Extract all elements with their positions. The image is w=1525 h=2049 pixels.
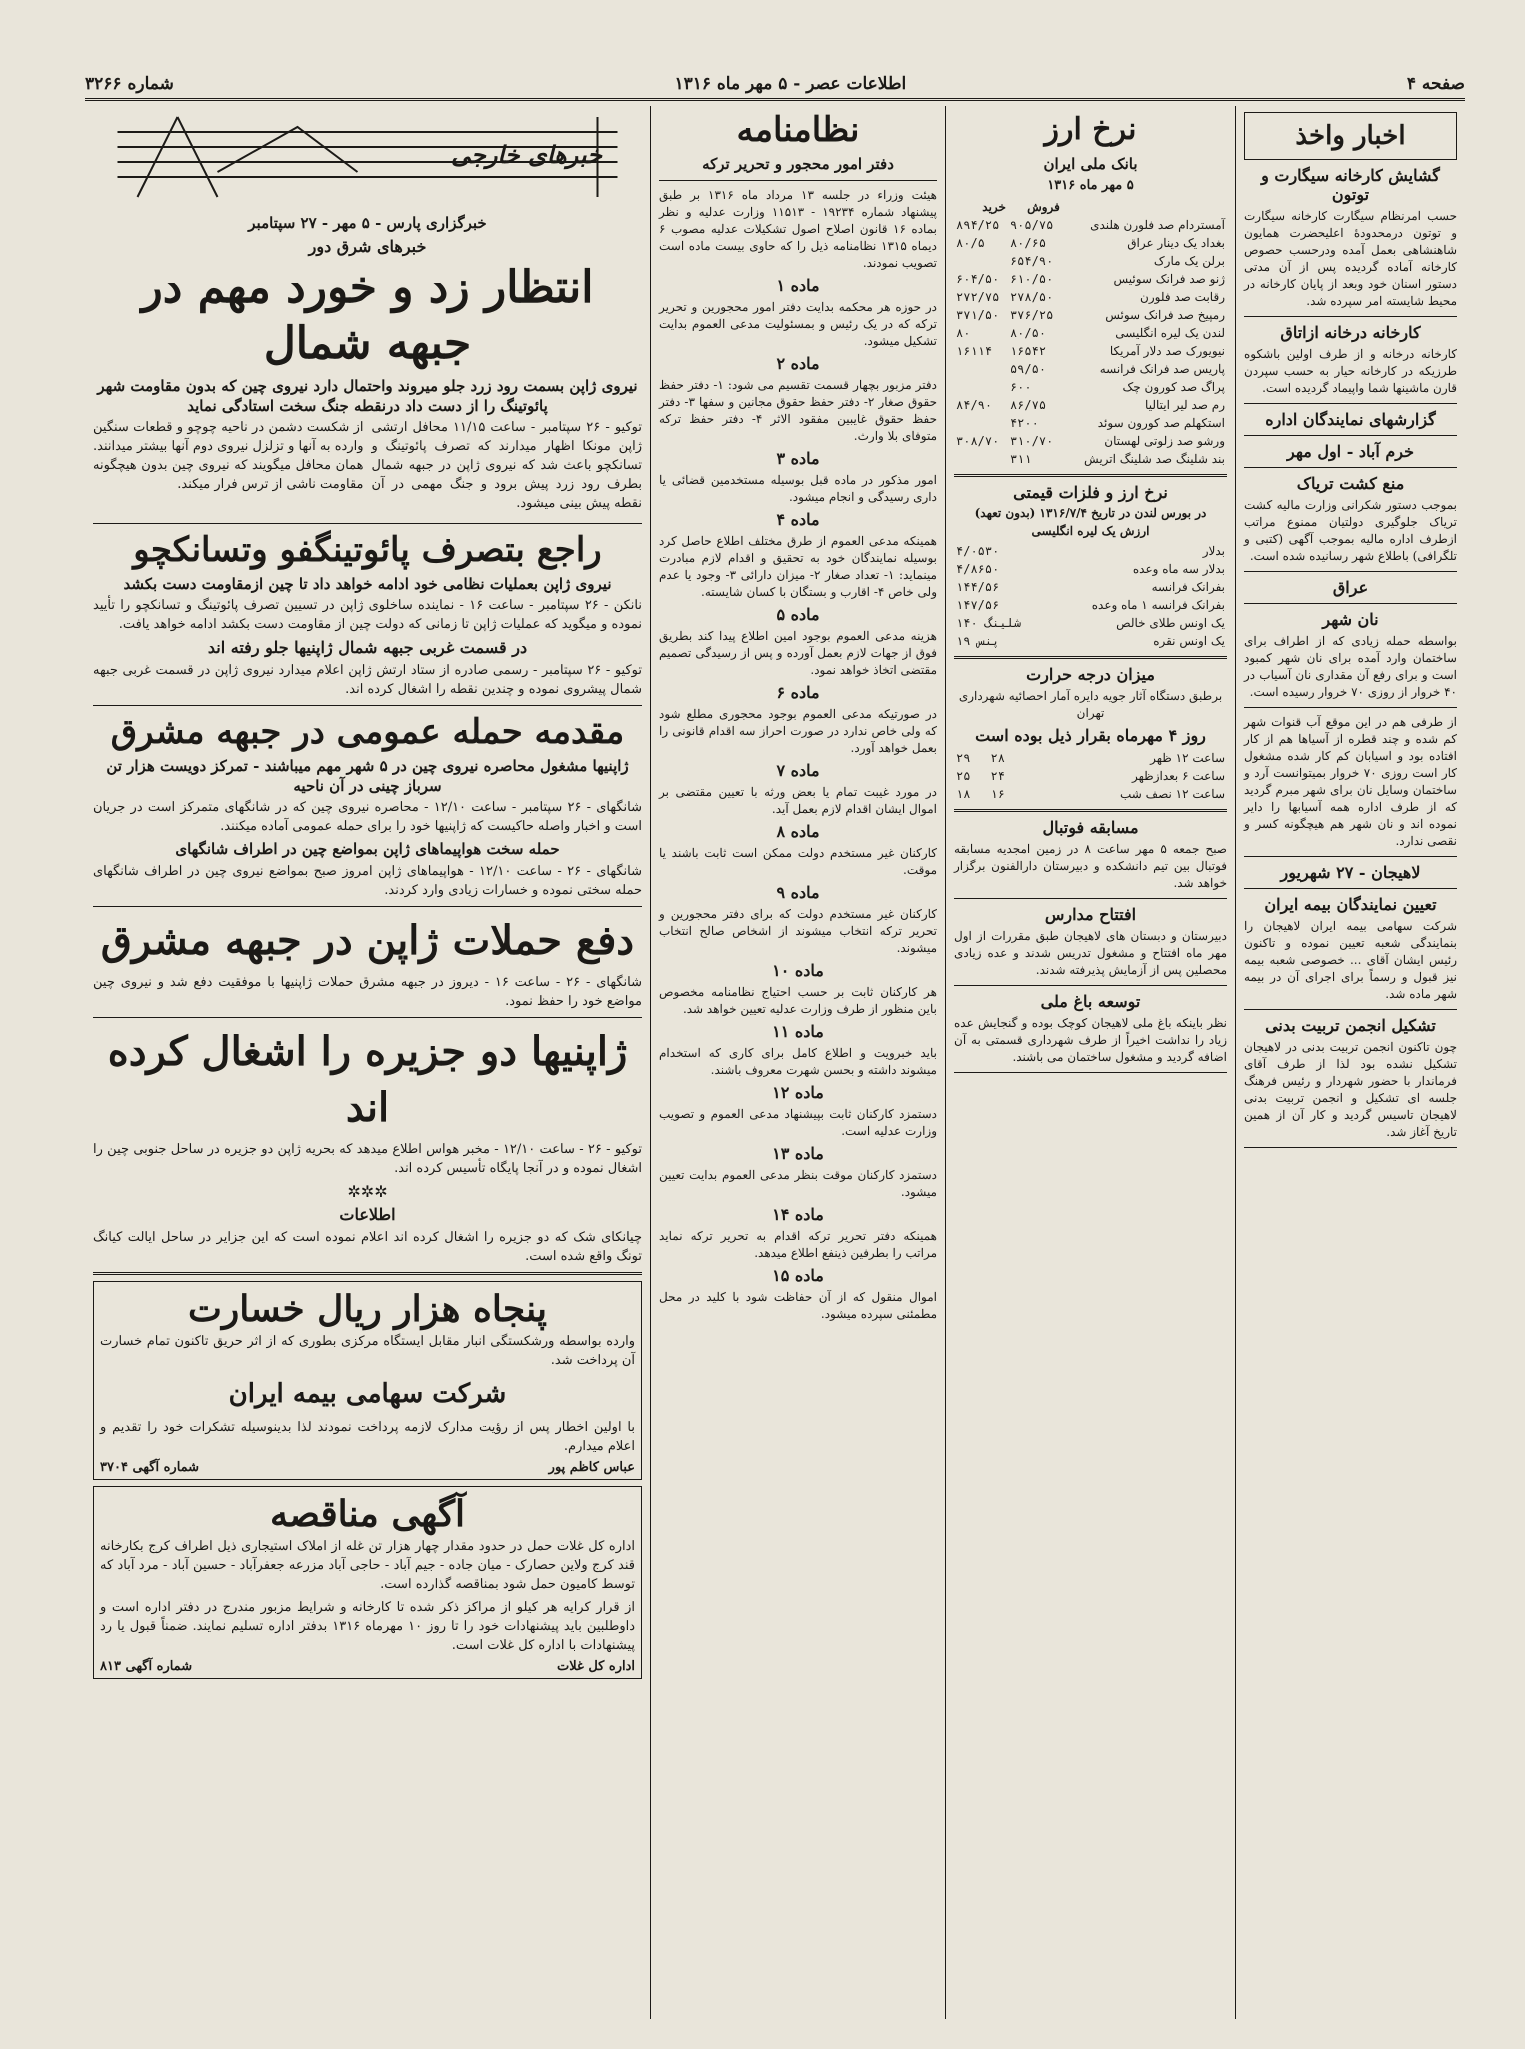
regulation-articles (659, 276, 937, 1323)
gold-name: یک اونس طلای خالص (1116, 616, 1225, 630)
story-west-front: توکیو - ۲۶ سپتامبر - رسمی صادره از ستاد ارتش ژاپن اعلام میدارد نیروی ژاپن در قسمت غربی جبهه شمال پیشروی نموده و چندین نقطه را اشغال کرده اند. (93, 663, 642, 697)
local-news-list (1244, 166, 1457, 1148)
temp-row (954, 767, 1227, 785)
temp-row (954, 749, 1227, 767)
article-body: کارکنان غیر مستخدم دولت ممکن است ثابت باشند یا موقت. (659, 846, 937, 877)
rate-name: ژنو صد فرانک سوئیس (1113, 272, 1225, 286)
rate-row (954, 360, 1227, 378)
story-north-b: از شکست دشمن در ناحیه چوچو و قطعات سنگین وارده به آنها و تزلزل نیروی دوم آنها بیشتر میدانند. همان محافل میگویند که نیروی چین بدون هیچگونه مقاومت ناشی از ترس فرار میکند. (93, 420, 364, 492)
local-news-title: نان شهر (1322, 610, 1379, 629)
column-local-news (1235, 106, 1465, 2019)
rate-name: رم صد لیر ایتالیا (1145, 398, 1225, 412)
article-body: همینکه دفتر تحریر ترکه اقدام به تحریر ترکه نماید مراتب را بطرفین ذینفع اطلاع میدهد. (659, 1229, 937, 1260)
rate-name: لندن یک لیره انگلیسی (1115, 326, 1225, 340)
divider (954, 985, 1227, 986)
divider (1244, 467, 1457, 468)
rate-name: ورشو صد زلوتی لهستان (1104, 434, 1225, 448)
article-number: ماده ۱۱ (772, 1022, 824, 1041)
head-buy: خرید (982, 200, 1006, 214)
rate-buy (954, 252, 1008, 270)
story-north-a: توکیو - ۲۶ سپتامبر - ساعت ۱۱/۱۵ محافل ارتشی ژاپن مونکا اظهار میدارند که تصرف پائوتینگ و تسانکچو باعث شد که نیروی ژاپن در جبهه شمال بطرف رود زرد پیش برود و جنگ مهمی در آن نقطه پیش بینی میشود. (371, 420, 642, 511)
temp-row (954, 785, 1227, 803)
gold-name: بفرانک فرانسه ۱ ماه وعده (1091, 598, 1225, 612)
article-number: ماده ۳ (776, 449, 820, 468)
story-repel: شانگهای - ۲۶ - ساعت ۱۶ - دیروز در جبهه مشرق حملات ژاپنیها با موفقیت دفع شد و نیروی چین مواضع خود را حفظ نمود. (93, 975, 643, 1009)
article-number: ماده ۹ (776, 883, 820, 902)
divider (1244, 888, 1457, 889)
rate-name: بند شلینگ صد شلینگ اتریش (1084, 452, 1225, 466)
gold-row (954, 596, 1227, 614)
gold-val: ۱۹ پنس (956, 634, 1000, 648)
gold-head: ارزش یک لیره انگلیسی (1031, 524, 1150, 538)
rate-buy: ۸۴/۹۰ (956, 398, 993, 412)
dateline: خبرگزاری پارس - ۵ مهر - ۲۷ سپتامبر (248, 214, 487, 232)
ad-insurance-title: پنجاه هزار ریال خسارت (188, 1288, 547, 1330)
temp-b: ۲۵ (956, 769, 971, 783)
rate-name: استکهلم صد کورون سوئد (1097, 416, 1225, 430)
rate-buy: ۲۷۲/۷۵ (956, 290, 1000, 304)
gold-subtitle: در بورس لندن در تاریخ ۱۳۱۶/۷/۴ (بدون تعهد) (974, 506, 1207, 520)
gold-name: بفرانک فرانسه (1151, 580, 1225, 594)
rate-row (954, 450, 1227, 468)
rate-name: پاریس صد فرانک فرانسه (1099, 362, 1225, 376)
column-exchange (945, 106, 1235, 2019)
misc-news-body: صبح جمعه ۵ مهر ساعت ۸ در زمین امجدیه مسابقه فوتبال بین تیم دانشکده و دبیرستان دارالفنون برگزار خواهد شد. (954, 842, 1227, 890)
rate-row (954, 396, 1227, 414)
local-news-body: بواسطه حمله زیادی که از اطراف برای ساختمان وارد آمده برای نان شهر کمبود است و برای رفع آن مقداری نان آسیاب در ۴۰ خروار از روزی ۷۰ خروار رسیده است. (1244, 634, 1457, 699)
rate-name: نیویورک صد دلار آمریکا (1109, 344, 1225, 358)
temp-title: میزان درجه حرارت (1026, 665, 1155, 684)
gold-val: ۴/۰۵۳۰ (956, 544, 1000, 558)
ad-insurance-number: شماره آگهی ۳۷۰۴ (100, 1460, 200, 1475)
ad-insurance (93, 1281, 642, 1480)
rate-buy: ۶۰۴/۵۰ (956, 272, 1000, 286)
article-number: ماده ۴ (776, 510, 820, 529)
headline-east-attack: مقدمه حمله عمومی در جبهه مشرق (110, 712, 625, 752)
paper-title-date: اطلاعات عصر - ۵ مهر ماه ۱۳۱۶ (674, 74, 907, 94)
story-paotingfu: نانکن - ۲۶ سپتامبر - ساعت ۱۶ - نماینده ساخلوی ژاپن در تسیین تصرف پائوتینگ و تسانکچو را تأیید نموده و میگوید که عملیات ژاپن تا زمانی که دولت چین از مقاومت دست بکشد ادامه خواهد یافت. (93, 598, 642, 632)
ad-tender-body: اداره کل غلات حمل در حدود مقدار چهار هزار تن غله از املاک استیجاری ذیل اطراف کرج بکارخانه قند کرج ولاین حصارک - میان جاده - جیم آباد - حاجی آباد مزرعه جعفرآباد - حسین آباد - مرد آباد که توسط کامیون حمل شود بمناقصه گذارده است. (100, 1539, 635, 1592)
headline-air-attack: حمله سخت هواپیماهای ژاپن بمواضع چین در اطراف شانگهای (175, 840, 560, 858)
rate-name: برلن یک مارک (1153, 254, 1225, 268)
exchange-bank: بانک ملی ایران (1043, 155, 1138, 173)
star-ornament: ✲✲✲ (347, 1182, 388, 1201)
rate-sell: ۶۵۴/۹۰ (1009, 254, 1054, 268)
rate-row (954, 288, 1227, 306)
ad-tender-number: شماره آگهی ۸۱۳ (100, 1659, 193, 1674)
misc-news-body: نظر باینکه باغ ملی لاهیجان کوچک بوده و گنجایش عده زیاد را نداشت اخیراً از طرف شهرداری قسمتی به آن اضافه گردید و مشغول ساختمان می باشند. (954, 1016, 1227, 1064)
article-body: هر کارکنان ثابت بر حسب احتیاج نظامنامه مخصوص باین منظور از طرف وزارت عدلیه تعیین خواهد شد. (659, 985, 937, 1016)
local-news-body: بموجب دستور شکرانی وزارت مالیه کشت تریاک جلوگیری دولتیان ممنوع مراتب ازطرف اداره مالیه بموجب آگهی (کتبی و تلگرافی) باطلاع شهر رسانیده شده است. (1244, 498, 1457, 563)
rate-buy: ۱۶۱۱۴ (956, 344, 993, 358)
subhead-north-front: نیروی ژاپن بسمت رود زرد جلو میروند واحتمال دارد نیروی چین که بدون مقاومت شهر پائوتینگ را از دست داد درنقطه جنگ سخت استادگی نماید (97, 377, 638, 415)
local-news-body: چون تاکنون انجمن تربیت بدنی در لاهیجان تشکیل نشده بود لذا از طرف آقای فرماندار با حضور شهردار و رئیس فرهنگ جلسه ای تشکیل و انجمن تربیت بدنی لاهیجان تاسیس گردید و کار آن از همین تاریخ آغاز شد. (1244, 1040, 1457, 1139)
ad-insurance-signature: عباس کاظم پور (548, 1460, 635, 1475)
story-air-attack: شانگهای - ۲۶ - ساعت ۱۲/۱۰ - هواپیماهای ژاپن امروز صبح بمواضع نیروی چین در اطراف شانگهای حمله سختی نموده و خسارات زیادی وارد کردند. (93, 864, 642, 898)
headline-paotingfu: راجع بتصرف پائوتینگفو وتسانکچو (133, 530, 602, 570)
rate-sell: ۴۲۰۰ (1009, 416, 1039, 430)
rate-buy (954, 360, 1008, 378)
gold-table (954, 542, 1227, 650)
gold-val: ۱۴۰ شلینگ (956, 616, 1022, 630)
rate-sell: ۹۰۵/۷۵ (1009, 218, 1054, 232)
info-body: چیانکای شک که دو جزیره را اشغال کرده اند اعلام نموده است که این جزایر در ساحل ایالت کیانگ تونگ واقع شده است. (93, 1230, 642, 1264)
head-sell: فروش (1027, 200, 1060, 214)
article-body: اموال منقول که از آن حفاظت شود با کلید در محل مطمئنی سپرده میشود. (659, 1290, 937, 1321)
gold-val: ۱۴۷/۵۶ (956, 598, 1000, 612)
rate-buy (954, 414, 1008, 432)
local-news-body: شرکت سهامی بیمه ایران لاهیجان را بنمایندگی شعبه تعیین نموده و تاکنون رئیس ایشان آقای ... خصوصی شعبه بیمه نیز قبول و رسماً برای اجرای آن در بیمه شهر ماده شد. (1244, 919, 1457, 1001)
column-foreign-news (85, 106, 650, 2019)
article-number: ماده ۱۳ (772, 1144, 824, 1163)
ad-insurance-company: شرکت سهامی بیمه ایران (228, 1379, 507, 1409)
rate-sell: ۶۰۰ (1009, 380, 1032, 394)
misc-news-title: افتتاح مدارس (1044, 905, 1137, 924)
misc-news-body: دبیرستان و دبستان های لاهیجان طبق مقررات از اول مهر ماه افتتاح و مشغول تدریس شدند و عده زیادی محصلین پس از آزمایش پذیرفته شدند. (954, 929, 1227, 977)
story-east-attack: شانگهای - ۲۶ سپتامبر - ساعت ۱۲/۱۰ - محاصره نیروی چین که در شانگهای متمرکز است در جریان است و اخبار واصله حاکیست که ژاپنیها خود را برای حمله عمومی آماده میکنند. (93, 800, 643, 834)
rate-sell: ۶۱۰/۵۰ (1009, 272, 1054, 286)
gold-row (954, 578, 1227, 596)
rate-row (954, 306, 1227, 324)
divider (1244, 707, 1457, 708)
article-number: ماده ۱۴ (772, 1205, 824, 1224)
columns (85, 106, 1465, 2019)
gold-name: بدلار (1202, 544, 1225, 558)
rate-row (954, 378, 1227, 396)
exchange-title: نرخ ارز (1044, 112, 1137, 147)
local-news-title: خرم آباد - اول مهر (1286, 442, 1414, 461)
article-body: در صورتیکه مدعی العموم بوجود محجوری مطلع شود که ولی خاص ندارد در صورت احراز سه اقدام قانونی را بعمل خواهد آورد. (659, 707, 937, 755)
rate-buy: ۸۰ (956, 326, 971, 340)
rate-sell: ۸۰/۵۰ (1009, 326, 1047, 340)
local-news-title: کارخانه درخانه ازاتاق (1280, 323, 1421, 342)
article-body: کارکنان غیر مستخدم دولت که برای دفتر محجورین و تحریر ترکه انتخاب میشوند از اشخاص صالح انتخاب میشوند. (659, 907, 937, 955)
article-body: همینکه مدعی العموم از طرق مختلف اطلاع حاصل کرد بوسیله نمایندگان خود به تحقیق و اقدام لازم مبادرت مینماید: ۱- تعداد صغار ۲- میزان دارائی ۳- وجود یا عدم ولی خاص ۴- اقارب و بستگان با کسان شایسته. (659, 534, 937, 599)
divider (1244, 403, 1457, 404)
temp-b: ۲۹ (956, 751, 971, 765)
gold-name: یک اونس نقره (1153, 634, 1225, 648)
temp-table (954, 749, 1227, 803)
temp-a: ۲۸ (990, 751, 1005, 765)
rate-sell: ۸۰/۶۵ (1009, 236, 1047, 250)
ad-tender-signature: اداره کل غلات (557, 1659, 635, 1674)
local-news-body: کارخانه درخانه و از طرف اولین باشکوه طرزیکه در کارخانه حیار به حسب سپردن قارن ماشینها شما واپیماد گردیده است. (1244, 347, 1457, 395)
regulation-title: نظامنامه (736, 110, 860, 150)
gold-val: ۴/۸۶۵۰ (956, 562, 1000, 576)
rate-row (954, 342, 1227, 360)
local-news-title: تشکیل انجمن تربیت بدنی (1265, 1016, 1436, 1035)
misc-news-list (954, 818, 1227, 1073)
headline-islands: ژاپنیها دو جزیره را اشغال کرده اند (107, 1028, 628, 1131)
gold-row (954, 632, 1227, 650)
rate-row (954, 324, 1227, 342)
temp-day: روز ۴ مهرماه بقرار ذیل بوده است (975, 726, 1206, 745)
rate-buy (954, 378, 1008, 396)
article-number: ماده ۱ (776, 276, 820, 295)
divider (1244, 435, 1457, 436)
article-body: دفتر مزبور بچهار قسمت تقسیم می شود: ۱- دفتر حفظ حقوق صغار ۲- دفتر حفظ حقوق مجانین و سفها ۳- دفتر حفظ حقوق غایبین مفقود الاثر ۴- دفتر حفظ ترکه متوفای بلا وارث. (659, 378, 937, 443)
issue-number: شماره ۳۲۶۶ (85, 74, 174, 94)
rate-name: رقابت صد فلورن (1140, 290, 1225, 304)
info-title: اطلاعات (339, 1205, 396, 1224)
rate-sell: ۳۱۰/۷۰ (1009, 434, 1054, 448)
article-body: هزینه مدعی العموم بوجود امین اطلاع پیدا کند بطریق فوق از جهات لازم بعمل آورده و پس از رسیدگی تصمیم مقتضی اتخاذ خواهد نمود. (659, 629, 937, 677)
headline-repel: دفع حملات ژاپن در جبهه مشرق (100, 917, 635, 964)
rate-row (954, 252, 1227, 270)
foreign-news-ornament (93, 112, 642, 207)
gold-row (954, 614, 1227, 632)
misc-news-title: مسابقه فوتبال (1042, 818, 1139, 837)
temp-subtitle: برطبق دستگاه آثار جویه دایره آمار احصائیه شهرداری تهران (958, 689, 1223, 720)
rate-sell: ۳۱۱ (1009, 452, 1032, 466)
local-news-title: تعیین نمایندگان بیمه ایران (1264, 895, 1437, 914)
temp-a: ۱۶ (990, 787, 1005, 801)
article-number: ماده ۸ (776, 822, 820, 841)
section-logo-local: اخبار واخذ (1244, 112, 1457, 160)
local-news-title: گزارشهای نمایندگان اداره (1265, 410, 1436, 429)
article-number: ماده ۷ (776, 761, 820, 780)
gold-val: ۱۴۴/۵۶ (956, 580, 1000, 594)
gold-row (954, 542, 1227, 560)
rate-sell: ۳۷۶/۲۵ (1009, 308, 1054, 322)
ad-tender (93, 1486, 642, 1679)
rate-row (954, 432, 1227, 450)
ad-tender-title: آگهی مناقصه (269, 1493, 466, 1535)
rate-buy: ۳۰۸/۷۰ (956, 434, 1000, 448)
article-number: ماده ۶ (776, 683, 820, 702)
masthead (85, 70, 1465, 101)
ad-insurance-body: وارده بواسطه ورشکستگی انبار مقابل ایستگاه مرکزی بطوری که از اثر حریق تاکنون تمام خسارت آن پرداخت شد. (100, 1334, 635, 1368)
divider (954, 1072, 1227, 1073)
local-news-title: لاهیجان - ۲۷ شهریور (1280, 863, 1421, 882)
article-number: ماده ۲ (776, 354, 820, 373)
regulation-intro: هیئت وزراء در جلسه ۱۳ مرداد ماه ۱۳۱۶ بر طبق پیشنهاد شماره ۱۹۲۳۴ - ۱۱۵۱۳ وزارت عدلیه و نظر بماده ۱۶ قانون اصلاح اصول تشکیلات عدلیه مصوب ۶ دیماه ۱۳۱۵ نظامنامه ذیل را که حاوی بیست ماده است تصویب نمودند. (659, 188, 938, 270)
exchange-date: ۵ مهر ماه ۱۳۱۶ (1047, 178, 1134, 193)
local-news-title: عراق (1332, 578, 1369, 597)
rate-name: پراگ صد کورون چک (1122, 380, 1225, 394)
temp-label: ساعت ۶ بعدازظهر (1132, 769, 1225, 783)
article-number: ماده ۱۰ (772, 961, 824, 980)
divider (954, 898, 1227, 899)
article-number: ماده ۵ (776, 605, 820, 624)
article-body: در حوزه هر محکمه بدایت دفتر امور محجورین و تحریر ترکه که در یک رئیس و بمسئولیت مدعی العموم بدایت تشکیل میشود. (659, 300, 937, 348)
column-regulation (650, 106, 945, 2019)
article-number: ماده ۱۵ (772, 1266, 824, 1285)
gold-name: بدلار سه ماه وعده (1132, 562, 1225, 576)
divider (1244, 603, 1457, 604)
article-body: در مورد غیبت تمام یا بعض ورثه با تعیین مقتضی بر اموال ایشان اقدام لازم بعمل آید. (659, 785, 937, 816)
temp-a: ۲۴ (990, 769, 1005, 783)
gold-title: نرخ ارز و فلزات قیمتی (1013, 483, 1168, 502)
rate-name: رمپیخ صد فرانک سوئس (1105, 308, 1225, 322)
rate-sell: ۲۷۸/۵۰ (1009, 290, 1054, 304)
rate-sell: ۱۶۵۴۲ (1009, 344, 1047, 358)
rate-buy: ۸۰/۵ (956, 236, 985, 250)
rate-sell: ۸۶/۷۵ (1009, 398, 1047, 412)
subhead-paotingfu: نیروی ژاپن بعملیات نظامی خود ادامه خواهد داد تا چین ازمقاومت دست بکشد (123, 575, 612, 593)
exchange-table (954, 198, 1227, 468)
divider (1244, 856, 1457, 857)
temp-label: ساعت ۱۲ ظهر (1150, 751, 1225, 765)
rate-row (954, 270, 1227, 288)
misc-news-title: توسعه باغ ملی (1040, 992, 1141, 1011)
regulation-subtitle: دفتر امور محجور و تحریر ترکه (702, 155, 894, 173)
article-body: دستمزد کارکنان موقت بنظر مدعی العموم بدایت تعیین میشود. (659, 1168, 937, 1199)
article-number: ماده ۱۲ (772, 1083, 824, 1102)
story-islands: توکیو - ۲۶ - ساعت ۱۲/۱۰ - مخبر هواس اطلاع میدهد که بحریه ژاپن دو جزیره در ساحل جنوبی چین را اشغال نموده و در آنجا پایگاه تأسیس کرده اند. (93, 1142, 642, 1176)
gold-row (954, 560, 1227, 578)
local-news-title: منع کشت تریاک (1296, 474, 1405, 493)
page-number: صفحه ۴ (1406, 74, 1465, 94)
temp-label: ساعت ۱۲ نصف شب (1120, 787, 1225, 801)
article-body: باید خبرویت و اطلاع کامل برای کاری که استخدام میشوند داشته و بحسن شهرت معروف باشند. (659, 1046, 937, 1077)
ad-tender-body2: از قرار کرایه هر کیلو از مراکز ذکر شده تا کارخانه و شرایط مزبور مندرج در دفتر اداره است و داوطلبین باید پیشنهادات خود را تا روز ۱۰ مهرماه ۱۳۱۶ بدفتر اداره تسلیم نمایند. ضمناً قبول یا رد پیشنهادات با اداره کل غلات است. (100, 1600, 636, 1653)
local-news-title: گشایش کارخانه سیگارت و توتون (1261, 166, 1440, 204)
rate-buy: ۳۷۱/۵۰ (956, 308, 1000, 322)
rate-sell: ۵۹/۵۰ (1009, 362, 1047, 376)
headline-west-front: در قسمت غربی جبهه شمال ژاپنیها جلو رفته اند (207, 638, 528, 657)
rate-name: آمستردام صد فلورن هلندی (1090, 218, 1225, 232)
article-body: امور مذکور در ماده قبل بوسیله مستخدمین قضائی یا داری رسیدگی و انجام میشود. (659, 473, 937, 504)
section-far-east: خبرهای شرق دور (308, 237, 427, 256)
temp-b: ۱۸ (956, 787, 971, 801)
rate-row (954, 414, 1227, 432)
rate-row (954, 216, 1227, 234)
foreign-news-logo-text: خبرهای خارجی (450, 140, 602, 169)
local-news-body: از طرفی هم در این موقع آب قنوات شهر کم شده و چند قطره از آسیاها هم از کار افتاده بود و اسیابان کم کار شده مشغول کار است روزی ۷۰ خروار بمیتوانست آرد و ساختمان وسایل نان برای شهر مبرم گردید که از طرف اداره همه آسیابها را دایر نموده اند و نان شهر هم هیچگونه کسر و نقصی ندارد. (1244, 715, 1458, 848)
rate-buy: ۸۹۴/۲۵ (956, 218, 1000, 232)
article-body: دستمزد کارکنان ثابت بپیشنهاد مدعی العموم و تصویب وزارت عدلیه است. (659, 1107, 937, 1138)
rate-buy (954, 450, 1008, 468)
divider (1244, 316, 1457, 317)
headline-north-front: انتظار زد و خورد مهم در جبهه شمال (141, 262, 594, 369)
ad-insurance-text: با اولین اخطار پس از رؤیت مدارک لازمه پرداخت نمودند لذا بدینوسیله تشکرات خود را تقدیم و اعلام میدارم. (100, 1420, 635, 1454)
divider (1244, 571, 1457, 572)
rate-name: بغداد یک دینار عراق (1127, 236, 1225, 250)
rate-row (954, 234, 1227, 252)
subhead-east-attack: ژاپنیها مشغول محاصره نیروی چین در ۵ شهر مهم میباشند - تمرکز دویست هزار تن سرباز چینی در آن ناحیه (106, 757, 629, 795)
divider (1244, 1147, 1457, 1148)
divider (1244, 1009, 1457, 1010)
local-news-body: حسب امرنظام سیگارت کارخانه سیگارت و توتون درمحدودهٔ اعلیحضرت همایون شاهنشاهی بعمل آمده ودرحسب حصوص کارخانه آماده گردیده پس از آن مدتی دستور اسنان خود وبعد از پایان کارخانه در محیط شایسته امر سپرده شد. (1244, 209, 1457, 308)
